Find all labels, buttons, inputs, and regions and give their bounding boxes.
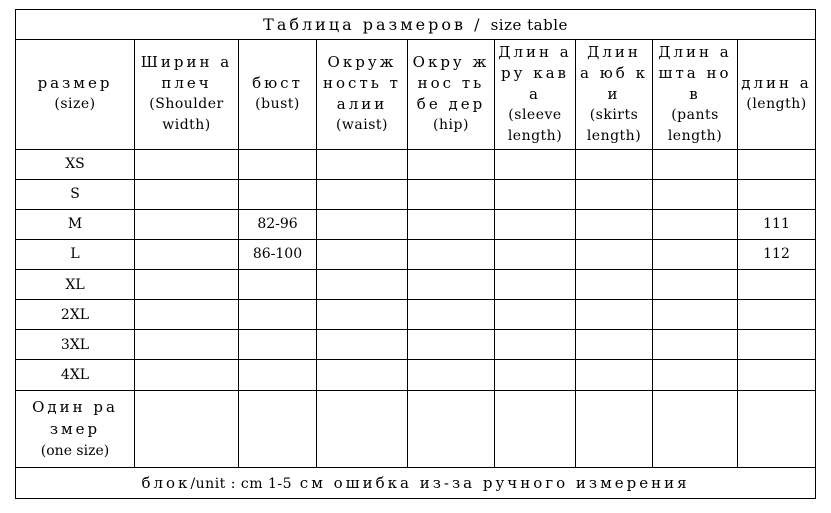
- header-size: [16, 40, 135, 149]
- title-row: [16, 10, 816, 40]
- one-size-label: [16, 390, 135, 467]
- table-cell: [738, 390, 816, 467]
- table-row: [16, 300, 816, 330]
- header-label-en: (pants length): [667, 106, 723, 144]
- table-cell: [576, 149, 653, 179]
- size-label: 4XL: [16, 360, 135, 390]
- table-cell: 112: [738, 239, 816, 269]
- header-label-ru: Длин а ру кава: [498, 42, 572, 103]
- header-label-ru: размер: [37, 74, 113, 93]
- size-rows: [16, 149, 816, 390]
- table-cell: [135, 360, 239, 390]
- footer-row: [16, 467, 816, 498]
- header-bust: [239, 40, 317, 149]
- footer-error-note: см ошибка из-за ручного измерения: [292, 473, 690, 492]
- header-shoulder-width: [135, 40, 239, 149]
- header-label-ru: Окру жнос ть бе дер: [412, 53, 490, 114]
- table-cell: 82-96: [239, 209, 317, 239]
- table-cell: [239, 390, 317, 467]
- header-pants-length: [653, 40, 738, 149]
- table-cell: [576, 209, 653, 239]
- table-cell: [576, 330, 653, 360]
- table-row: [16, 179, 816, 209]
- size-label: M: [16, 209, 135, 239]
- size-label: 3XL: [16, 330, 135, 360]
- table-cell: [653, 390, 738, 467]
- table-cell: [495, 209, 576, 239]
- table-cell: [239, 149, 317, 179]
- table-cell: [408, 330, 495, 360]
- table-cell: [135, 209, 239, 239]
- footer-unit-ru: блок: [141, 473, 191, 492]
- table-cell: [653, 209, 738, 239]
- header-skirts-length: [576, 40, 653, 149]
- header-label-ru: Ширин а плеч: [140, 53, 233, 93]
- table-cell: [738, 149, 816, 179]
- table-cell: 111: [738, 209, 816, 239]
- table-cell: [495, 330, 576, 360]
- header-label-ru: длин а: [741, 74, 812, 93]
- header-label-en: (size): [54, 96, 96, 113]
- table-cell: [135, 239, 239, 269]
- table-cell: [576, 179, 653, 209]
- table-cell: [239, 179, 317, 209]
- header-label-en: (hip): [433, 117, 469, 134]
- header-hip: [408, 40, 495, 149]
- table-title: [16, 10, 816, 40]
- table-cell: [495, 149, 576, 179]
- table-cell: [135, 390, 239, 467]
- size-label: S: [16, 179, 135, 209]
- table-row: [16, 239, 816, 269]
- table-cell: [653, 270, 738, 300]
- table-row: [16, 330, 816, 360]
- table-cell: [408, 300, 495, 330]
- table-cell: [135, 300, 239, 330]
- header-sleeve-length: [495, 40, 576, 149]
- header-label-en: (length): [746, 96, 807, 113]
- table-cell: [576, 270, 653, 300]
- table-cell: [317, 300, 408, 330]
- table-cell: [738, 270, 816, 300]
- table-cell: [576, 360, 653, 390]
- table-cell: [653, 360, 738, 390]
- header-label-en: (waist): [335, 117, 389, 134]
- table-cell: [738, 179, 816, 209]
- table-cell: [408, 179, 495, 209]
- header-label-en: (bust): [255, 96, 300, 113]
- table-cell: [317, 330, 408, 360]
- table-title-en: size table: [490, 16, 568, 35]
- footer-note: [16, 467, 816, 498]
- table-row: [16, 360, 816, 390]
- size-label: 2XL: [16, 300, 135, 330]
- table-row: [16, 149, 816, 179]
- table-row: [16, 270, 816, 300]
- one-size-label-en: (one size): [40, 442, 110, 459]
- one-size-label-ru: Один ра змер: [32, 397, 118, 438]
- table-cell: [239, 270, 317, 300]
- header-label-ru: Длин а шта нов: [658, 42, 732, 103]
- table-cell: [135, 270, 239, 300]
- table-cell: [495, 300, 576, 330]
- header-row: [16, 40, 816, 149]
- table-cell: [317, 270, 408, 300]
- table-cell: [653, 330, 738, 360]
- table-cell: [495, 390, 576, 467]
- header-length: [738, 40, 816, 149]
- table-cell: [738, 360, 816, 390]
- table-cell: [135, 149, 239, 179]
- header-label-ru: Длин а юб ки: [580, 42, 648, 103]
- table-row: [16, 209, 816, 239]
- table-cell: [408, 390, 495, 467]
- table-cell: [317, 239, 408, 269]
- one-size-row: [16, 390, 816, 467]
- size-label: XS: [16, 149, 135, 179]
- size-label: XL: [16, 270, 135, 300]
- table-cell: [239, 300, 317, 330]
- table-cell: [408, 239, 495, 269]
- table-cell: [495, 179, 576, 209]
- table-cell: [317, 179, 408, 209]
- table-cell: [317, 390, 408, 467]
- table-cell: [239, 360, 317, 390]
- table-cell: [576, 300, 653, 330]
- table-cell: [576, 390, 653, 467]
- table-cell: [576, 239, 653, 269]
- table-cell: [408, 270, 495, 300]
- table-cell: [653, 179, 738, 209]
- header-waist: [317, 40, 408, 149]
- size-label: L: [16, 239, 135, 269]
- table-cell: [317, 209, 408, 239]
- table-cell: [495, 360, 576, 390]
- table-cell: [135, 179, 239, 209]
- size-table: [15, 9, 816, 499]
- table-title-ru: Таблица размеров: [263, 15, 467, 35]
- table-cell: 86-100: [239, 239, 317, 269]
- table-cell: [495, 239, 576, 269]
- table-title-separator: /: [466, 15, 491, 35]
- table-cell: [653, 239, 738, 269]
- table-cell: [653, 149, 738, 179]
- header-label-ru: бюст: [252, 74, 303, 93]
- footer-unit-en: /unit : cm 1-5: [190, 475, 293, 492]
- table-cell: [408, 209, 495, 239]
- header-label-en: (Shoulder width): [149, 96, 224, 134]
- table-cell: [317, 149, 408, 179]
- header-label-en: (sleeve length): [507, 106, 563, 144]
- table-cell: [408, 149, 495, 179]
- table-cell: [408, 360, 495, 390]
- table-cell: [738, 300, 816, 330]
- table-cell: [653, 300, 738, 330]
- table-cell: [738, 330, 816, 360]
- table-cell: [239, 330, 317, 360]
- table-cell: [495, 270, 576, 300]
- header-label-en: (skirts length): [586, 106, 642, 144]
- table-cell: [135, 330, 239, 360]
- table-cell: [317, 360, 408, 390]
- header-label-ru: Окруж ность талии: [323, 53, 401, 114]
